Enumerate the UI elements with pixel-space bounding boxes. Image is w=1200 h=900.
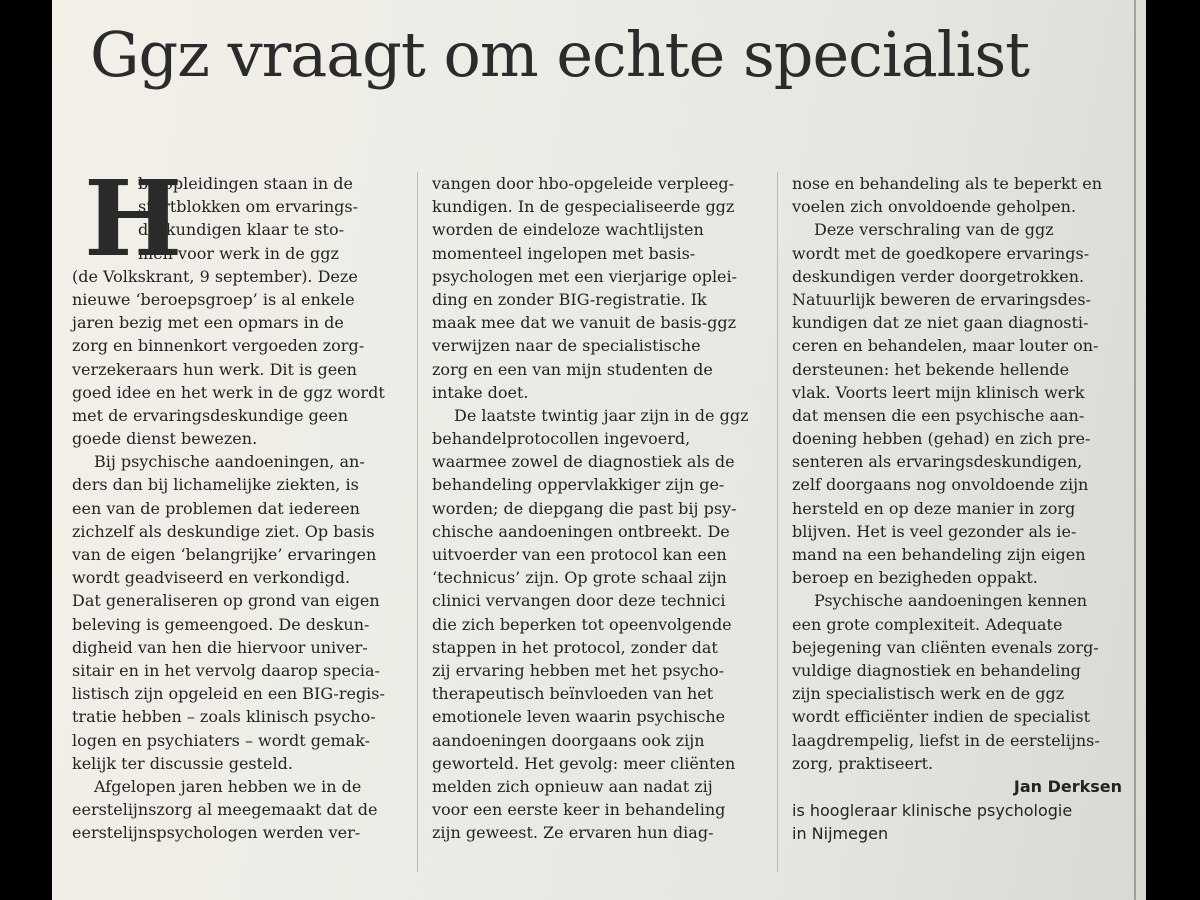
- text-line: goede dienst bewezen.: [72, 429, 258, 449]
- text-line: beleving is gemeengoed. De deskun-: [72, 614, 370, 634]
- text-line: kundigen. In de gespecialiseerde ggz: [432, 197, 735, 217]
- text-line: wordt met de goedkopere ervarings-: [792, 243, 1090, 263]
- text-line: Deze verschraling van de ggz: [814, 220, 1054, 240]
- text-line: zijn geweest. Ze ervaren hun diag-: [432, 823, 714, 843]
- text-line: deskundigen klaar te sto-: [138, 220, 344, 240]
- headline: Ggz vraagt om echte specialist: [90, 18, 1030, 91]
- text-line: doening hebben (gehad) en zich pre-: [792, 429, 1091, 449]
- article-column-3: [792, 172, 1122, 845]
- text-line: wordt geadviseerd en verkondigd.: [72, 568, 351, 588]
- text-line: maak mee dat we vanuit de basis-ggz: [432, 313, 737, 333]
- text-line: dat mensen die een psychische aan-: [792, 405, 1085, 425]
- text-line: met de ervaringsdeskundige geen: [72, 405, 349, 425]
- column-divider: [777, 172, 778, 872]
- text-line: voor een eerste keer in behandeling: [432, 800, 726, 820]
- text-line: nieuwe ‘beroepsgroep’ is al enkele: [72, 289, 355, 309]
- text-line: Natuurlijk beweren de ervaringsdes-: [792, 289, 1091, 309]
- text-line: (de Volkskrant, 9 september). Deze: [72, 266, 358, 286]
- text-line: Dat generaliseren op grond van eigen: [72, 591, 380, 611]
- text-line: verzekeraars hun werk. Dit is geen: [72, 359, 357, 379]
- text-line: tratie hebben – zoals klinisch psycho-: [72, 707, 376, 727]
- text-line: digheid van hen die hiervoor univer-: [72, 637, 368, 657]
- text-line: vuldige diagnostiek en behandeling: [792, 660, 1081, 680]
- text-line: kundigen dat ze niet gaan diagnosti-: [792, 313, 1089, 333]
- text-line: voelen zich onvoldoende geholpen.: [792, 197, 1077, 217]
- text-line: ders dan bij lichamelijke ziekten, is: [72, 475, 359, 495]
- text-line: zij ervaring hebben met het psycho-: [432, 660, 725, 680]
- text-line: senteren als ervaringsdeskundigen,: [792, 452, 1083, 472]
- text-line: geworteld. Het gevolg: meer cliënten: [432, 753, 736, 773]
- text-line: laagdrempelig, liefst in de eerstelijns-: [792, 730, 1100, 750]
- text-line: Afgelopen jaren hebben we in de: [94, 776, 362, 796]
- text-line: listisch zijn opgeleid en een BIG-regis-: [72, 684, 385, 704]
- text-line: Bij psychische aandoeningen, an-: [94, 452, 365, 472]
- text-line: intake doet.: [432, 382, 529, 402]
- text-line: zelf doorgaans nog onvoldoende zijn: [792, 475, 1089, 495]
- text-line: zorg en binnenkort vergoeden zorg-: [72, 336, 365, 356]
- text-line: vangen door hbo-opgeleide verpleeg-: [432, 174, 734, 193]
- text-line: mand na een behandeling zijn eigen: [792, 545, 1086, 564]
- text-line: zorg, praktiseert.: [792, 753, 934, 773]
- text-line: beroep en bezigheden oppakt.: [792, 568, 1038, 588]
- text-line: die zich beperken tot opeenvolgende: [432, 614, 732, 634]
- text-line: deskundigen verder doorgetrokken.: [792, 266, 1085, 286]
- text-line: waarmee zowel de diagnostiek als de: [432, 452, 735, 472]
- text-line: momenteel ingelopen met basis-: [432, 243, 696, 263]
- text-line: Psychische aandoeningen kennen: [814, 591, 1088, 611]
- text-line: van de eigen ‘belangrijke’ ervaringen: [72, 545, 377, 564]
- text-line: blijven. Het is veel gezonder als ie-: [792, 521, 1077, 541]
- text-line: clinici vervangen door deze technici: [432, 591, 726, 611]
- text-line: men voor werk in de ggz: [138, 243, 339, 263]
- text-line: behandeling oppervlakkiger zijn ge-: [432, 475, 725, 495]
- drop-cap: H: [84, 157, 183, 280]
- text-line: chische aandoeningen ontbreekt. De: [432, 521, 730, 541]
- author-location: in Nijmegen: [792, 823, 889, 843]
- column-divider: [417, 172, 418, 872]
- text-line: De laatste twintig jaar zijn in de ggz: [454, 405, 749, 425]
- text-line: logen en psychiaters – wordt gemak-: [72, 730, 371, 750]
- text-line: een van de problemen dat iedereen: [72, 498, 360, 518]
- text-line: eerstelijnszorg al meegemaakt dat de: [72, 800, 378, 820]
- text-line: zichzelf als deskundige ziet. Op basis: [72, 521, 375, 541]
- article-column-1: [72, 157, 402, 844]
- text-line: melden zich opnieuw aan nadat zij: [432, 776, 713, 796]
- text-line: stappen in het protocol, zonder dat: [432, 637, 718, 657]
- text-line: ding en zonder BIG-registratie. Ik: [432, 289, 707, 309]
- text-line: sitair en in het vervolg daarop specia-: [72, 660, 380, 680]
- text-line: worden de eindeloze wachtlijsten: [432, 220, 704, 240]
- text-line: worden; de diepgang die past bij psy-: [432, 498, 737, 518]
- text-line: bejegening van cliënten evenals zorg-: [792, 637, 1099, 657]
- text-line: dersteunen: het bekende hellende: [792, 359, 1070, 379]
- text-line: jaren bezig met een opmars in de: [72, 313, 344, 333]
- text-line: kelijk ter discussie gesteld.: [72, 753, 293, 773]
- text-line: zorg en een van mijn studenten de: [432, 359, 713, 379]
- newspaper-clipping: [52, 0, 1146, 900]
- text-line: hersteld en op deze manier in zorg: [792, 498, 1076, 518]
- author-name: Jan Derksen: [1013, 776, 1122, 796]
- text-line: startblokken om ervarings-: [138, 197, 359, 217]
- text-line: aandoeningen doorgaans ook zijn: [432, 730, 705, 750]
- text-line: ceren en behandelen, maar louter on-: [792, 336, 1099, 356]
- text-line: goed idee en het werk in de ggz wordt: [72, 382, 385, 402]
- text-line: vlak. Voorts leert mijn klinisch werk: [792, 382, 1085, 402]
- text-line: uitvoerder van een protocol kan een: [432, 545, 727, 564]
- text-line: emotionele leven waarin psychische: [432, 707, 726, 727]
- article-column-2: [432, 172, 762, 844]
- text-line: ‘technicus’ zijn. Op grote schaal zijn: [432, 568, 727, 588]
- text-line: bo-opleidingen staan in de: [138, 174, 353, 193]
- text-line: psychologen met een vierjarige oplei-: [432, 266, 738, 286]
- text-line: wordt efficiënter indien de specialist: [792, 707, 1091, 727]
- text-line: eerstelijnspsychologen werden ver-: [72, 823, 361, 843]
- text-line: een grote complexiteit. Adequate: [792, 614, 1063, 634]
- author-description: is hoogleraar klinische psychologie: [792, 800, 1073, 820]
- text-line: verwijzen naar de specialistische: [432, 336, 701, 356]
- text-line: zijn specialistisch werk en de ggz: [792, 684, 1065, 704]
- text-line: nose en behandeling als te beperkt en: [792, 174, 1102, 193]
- text-line: therapeutisch beïnvloeden van het: [432, 684, 714, 704]
- text-line: behandelprotocollen ingevoerd,: [432, 429, 691, 449]
